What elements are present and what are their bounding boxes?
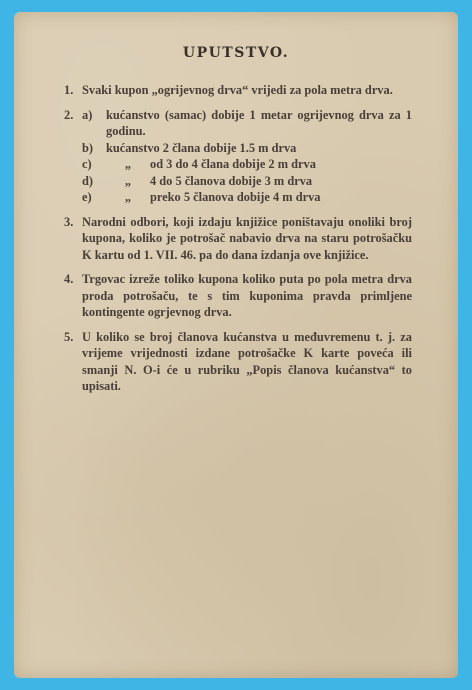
subitem-text: kućanstvo 2 člana dobije 1.5 m drva [106, 140, 297, 155]
subitem-text: od 3 do 4 člana dobije 2 m drva [150, 157, 316, 171]
subitem-text: kućanstvo (samac) dobije 1 metar ogrijevnog drva za 1 godinu. [106, 107, 412, 138]
subitem-label: d) [82, 173, 94, 188]
subitem-a [82, 107, 412, 140]
subitem-c [82, 156, 412, 173]
subitem-label: b) [82, 140, 94, 155]
subitem-text: preko 5 članova dobije 4 m drva [150, 190, 321, 204]
document-title: UPUTSTVO. [182, 45, 290, 61]
instruction-item-4 [64, 271, 412, 321]
subitem-b [82, 140, 412, 157]
item-number: 2. [64, 107, 74, 122]
instruction-item-5 [64, 329, 412, 395]
instruction-item-1 [64, 82, 412, 99]
document-card [14, 12, 458, 678]
item-number: 5. [64, 329, 74, 344]
instruction-item-3 [64, 214, 412, 264]
subitem-e [82, 189, 412, 206]
subitem-d [82, 173, 412, 190]
instruction-item-2 [64, 107, 412, 206]
item-text: U koliko se broj članova kućanstva u međuvremenu t. j. za vrijeme vrijednosti izdane potrošačke K karte poveća ili smanji N. O-i će u rubriku „Popis članova kućanstva“ to upisati. [82, 329, 412, 393]
subitem-label: e) [82, 190, 92, 204]
item-number: 4. [64, 272, 74, 286]
ditto-mark: „ [124, 157, 132, 171]
ditto-mark: „ [124, 173, 132, 188]
instructions-list [64, 82, 412, 403]
item-text: Svaki kupon „ogrijevnog drva“ vrijedi za pola metra drva. [82, 83, 393, 97]
item-number: 1. [64, 83, 74, 97]
item-number: 3. [64, 214, 74, 229]
ditto-mark: „ [124, 190, 132, 204]
subitem-label: c) [82, 157, 92, 171]
item-text: Trgovac izreže toliko kupona koliko puta po pola metra drva proda potrošaču, te s tim kuponima pravda primljene kontingente ogrjevnog drva. [82, 272, 412, 319]
subitem-label: a) [82, 107, 93, 122]
subitem-text: 4 do 5 članova dobije 3 m drva [150, 173, 313, 188]
item-text: Narodni odbori, koji izdaju knjižice poništavaju onoliki broj kupona, koliko je potrošač nabavio drva na staru potrošačku K kartu od 1. VII. 46. pa do dana izdanja ove knjižice. [82, 214, 412, 262]
